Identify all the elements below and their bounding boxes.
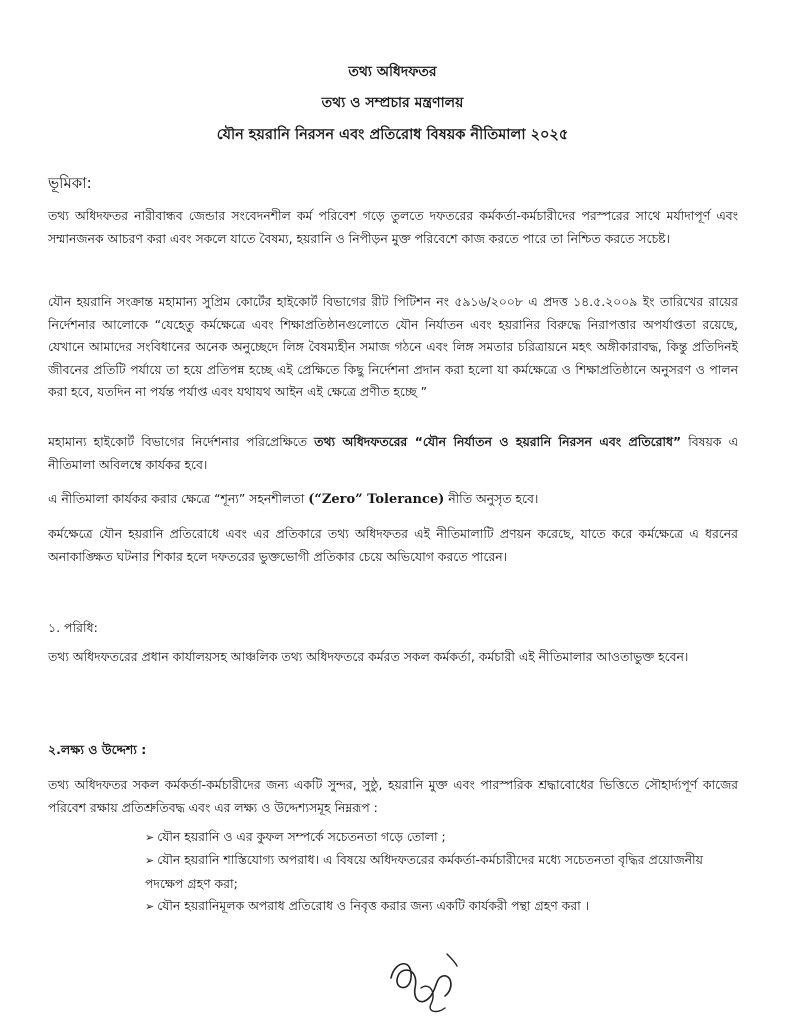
p3-text-end: বিষয়ক এ নীতিমালা অবিলম্বে কার্যকর হবে। xyxy=(48,434,738,472)
intro-paragraph-3 xyxy=(48,431,738,476)
objectives-heading: ২.লক্ষ্য ও উদ্দেশ্য : xyxy=(48,742,147,757)
objectives-paragraph: তথ্য অধিদফতর সকল কর্মকর্তা-কর্মচারীদের জন্য একটি সুন্দর, সুষ্ঠু, হয়রানি মুক্ত এবং পারস্পরিক শ্রদ্ধাবোধের ভিত্তিতে সৌহার্দ্যপূর্ণ কাজের পরিবেশ রক্ষায় প্রতিশ্রুতিবদ্ধ এবং এর লক্ষ্য ও উদ্দেশ্যসমূহ নিম্নরূপ : xyxy=(48,777,738,815)
p4-text-start: এ নীতিমালা কার্যকর করার ক্ষেত্রে “শূন্য” সহনশীলতা xyxy=(48,491,309,506)
intro-paragraph-1: তথ্য অধিদফতর নারীবান্ধব জেন্ডার সংবেদনশীল কর্ম পরিবেশ গড়ে তুলতে দফতরের কর্মকর্তা-কর্মচারীদের পরস্পরের সাথে মর্যাদাপূর্ণ এবং সম্মানজনক আচরণ করা এবং সকলে যাতে বৈষম্য, হয়রানি ও নিপীড়ন মুক্ত পরিবেশে কাজ করতে পারে তা নিশ্চিত করতে সচেষ্ট। xyxy=(48,208,738,246)
bullet-text: যৌন হয়রানি ও এর কুফল সম্পর্কে সচেতনতা গড়ে তোলা ; xyxy=(157,829,446,844)
zero-tolerance-label: (“Zero” Tolerance) xyxy=(308,492,445,507)
objective-bullet-1 xyxy=(145,826,735,850)
bullet-text: যৌন হয়রানি শাস্তিযোগ্য অপরাধ। এ বিষয়ে অধিদফতরের কর্মকর্তা-কর্মচারীদের মধ্যে সচেতনতা বৃদ্ধির প্রয়োজনীয় পদক্ষেপ গ্রহণ করা; xyxy=(145,852,703,891)
p4-text-end: নীতি অনুসৃত হবে। xyxy=(444,491,539,506)
p3-text-start: মহামান্য হাইকোর্ট বিভাগের নির্দেশনার পরিপ্রেক্ষিতে xyxy=(48,434,315,449)
intro-paragraph-5: কর্মক্ষেত্রে যৌন হয়রানি প্রতিরোধে এবং এর প্রতিকারে তথ্য অধিদফতর এই নীতিমালাটি প্রণয়ন করেছে, যাতে করে কর্মক্ষেত্রে এ ধরনের অনাকাঙ্ক্ষিত ঘটনার শিকার হলে দফতরের ভুক্তভোগী প্রতিকার চেয়ে অভিযোগ করতে পারেন। xyxy=(48,526,738,564)
p3-policy-name: তথ্য অধিদফতরের “যৌন নির্যাতন ও হয়রানি নিরসন এবং প্রতিরোধ” xyxy=(314,434,682,449)
objective-bullet-2 xyxy=(145,849,735,895)
bullet-text: যৌন হয়রানিমূলক অপরাধ প্রতিরোধ ও নিবৃত্ত করার জন্য একটি কার্যকরী পন্থা গ্রহণ করা । xyxy=(157,898,590,913)
intro-heading: ভূমিকা: xyxy=(48,174,92,192)
scope-heading: ১. পরিধি: xyxy=(48,620,98,635)
intro-paragraph-2: যৌন হয়রানি সংক্রান্ত মহামান্য সুপ্রিম কোর্টের হাইকোর্ট বিভাগের রীট পিটিশন নং ৫৯১৬/২০০৮ এ প্রদত্ত ১৪.৫.২০০৯ ইং তারিখের রায়ের নির্দেশনার আলোকে “যেহেতু কর্মক্ষেত্রে এবং শিক্ষাপ্রতিষ্ঠানগুলোতে যৌন নির্যাতন এবং হয়রানির বিরুদ্ধে নিরাপত্তার অপর্যাপ্ততা রয়েছে, যেখানে আমাদের সংবিধানের অনেক অনুচ্ছেদে লিঙ্গ বৈষম্যহীন সমাজ গঠনে এবং লিঙ্গ সমতার চরিত্রায়নে মহৎ অঙ্গীকারাবদ্ধ, কিন্তু প্রতিদিনই জীবনের প্রতিটি পর্যায়ে তা হয়ে প্রতিপন্ন হচ্ছে এই প্রেক্ষিতে কিছু নির্দেশনা প্রদান করা হলো যা কর্মক্ষেত্রে ও শিক্ষাপ্রতিষ্ঠানে অনুসরণ ও পালন করা হবে, যতদিন না পর্যন্ত পর্যাপ্ত এবং যথাযথ আইন এই ক্ষেত্রে প্রণীত হচ্ছে ” xyxy=(48,294,738,400)
handwritten-signature xyxy=(385,948,475,1018)
arrow-bullet-icon: ➢ xyxy=(145,831,155,844)
arrow-bullet-icon: ➢ xyxy=(145,900,155,913)
scope-paragraph: তথ্য অধিদফতরের প্রধান কার্যালয়সহ আঞ্চলিক তথ্য অধিদফতরে কর্মরত সকল কর্মকর্তা, কর্মচারী এই নীতিমালার আওতাভুক্ত হবেন। xyxy=(48,649,689,664)
objective-bullet-3 xyxy=(145,895,735,919)
arrow-bullet-icon: ➢ xyxy=(145,854,155,867)
ministry-name: তথ্য ও সম্প্রচার মন্ত্রণালয় xyxy=(321,95,464,111)
intro-paragraph-4 xyxy=(48,488,738,512)
org-name: তথ্য অধিদফতর xyxy=(348,64,437,80)
document-title: যৌন হয়রানি নিরসন এবং প্রতিরোধ বিষয়ক নীতিমালা ২০২৫ xyxy=(216,127,569,143)
